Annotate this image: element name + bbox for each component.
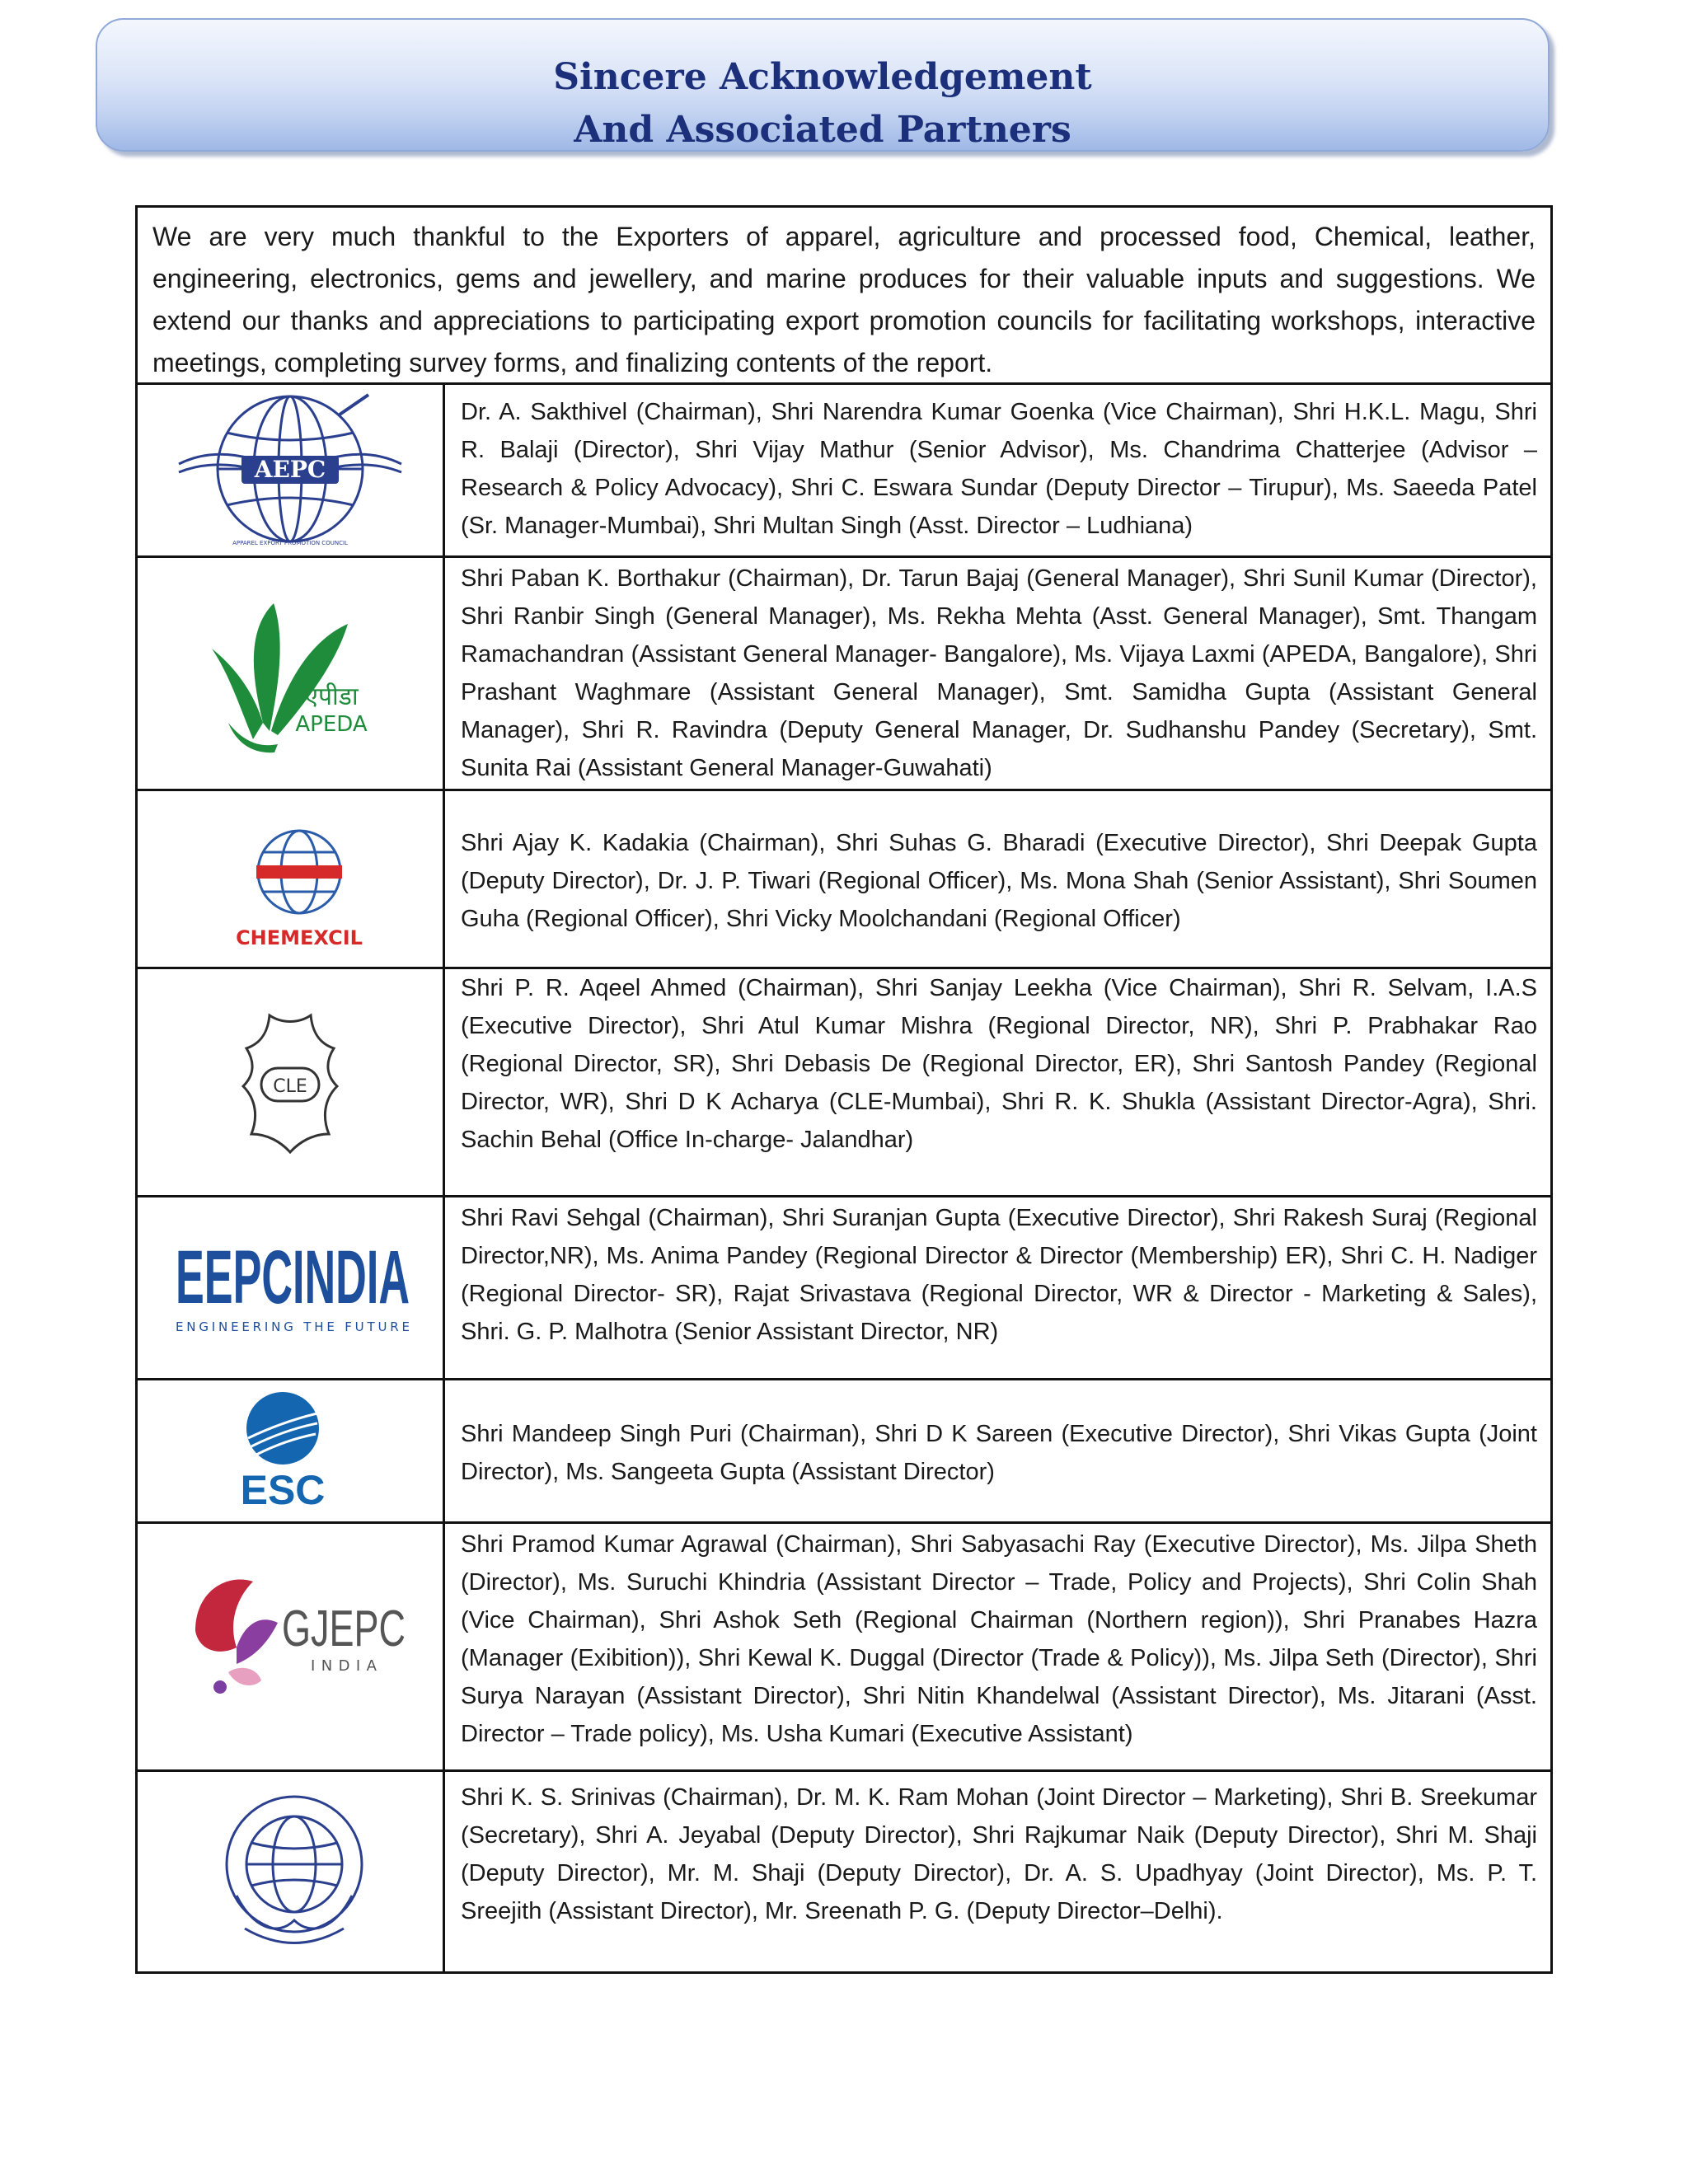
apeda-logo-hindi: एपीडा <box>304 682 359 711</box>
aepc-logo-icon <box>162 390 418 551</box>
partner-row-gjepc <box>138 1521 1550 1769</box>
partner-logo-cell <box>138 1197 445 1378</box>
gjepc-logo-subtext: INDIA <box>311 1657 377 1675</box>
partner-row-eepc <box>138 1195 1550 1378</box>
partner-logo-cell <box>138 558 445 789</box>
apeda-logo-text: APEDA <box>295 712 368 737</box>
partner-names: Shri Mandeep Singh Puri (Chairman), Shri D K Sareen (Executive Director), Shri Vikas Gupta (Joint Director), Ms. Sangeeta Gupta (Assistant Director) <box>461 1421 1537 1485</box>
partner-row-apeda <box>138 555 1550 789</box>
title-line-1: Sincere Acknowledgement <box>553 56 1092 98</box>
partner-row-esc <box>138 1378 1550 1521</box>
title-banner <box>96 18 1550 152</box>
partner-logo-cell <box>138 1380 445 1521</box>
eepc-india-logo-icon <box>171 1230 418 1346</box>
partner-names: Shri K. S. Srinivas (Chairman), Dr. M. K. Ram Mohan (Joint Director – Marketing), Shri B. Sreekumar (Secretary), Shri A. Jeyabal (Deputy Director), Shri Rajkumar Naik (Deputy Director), Shri M. Shaji (Deputy Director), Mr. M. Shaji (Deputy Director), Dr. A. S. Upadhyay (Joint Director), Ms. P. T. Sreejith (Assistant Director), Mr. Sreenath P. G. (Deputy Director–Delhi). <box>461 1784 1537 1924</box>
partner-logo-cell <box>138 385 445 555</box>
partner-names: Shri Ajay K. Kadakia (Chairman), Shri Suhas G. Bharadi (Executive Director), Shri Deepak Gupta (Deputy Director), Dr. J. P. Tiwari (Regional Officer), Ms. Mona Shah (Senior Assistant), Shri Soumen Guha (Regional Officer), Shri Vicky Moolchandani (Regional Officer) <box>461 830 1537 932</box>
partner-names: Shri Pramod Kumar Agrawal (Chairman), Shri Sabyasachi Ray (Executive Director), Ms. Jilpa Sheth (Director), Ms. Suruchi Khindria (Assistant Director – Trade, Policy and Projects), Shri Colin Shah (Vice Chairman), Shri Ashok Seth (Regional Chairman (Northern region)), Shri Pranabes Hazra (Manager (Exibition)), Shri Kewal K. Duggal (Director (Trade & Policy)), Ms. Jilpa Seth (Director), Shri Surya Narayan (Assistant Director), Shri Nitin Khandelwal (Assistant Director), Ms. Jitarani (Asst. Director – Trade policy), Ms. Usha Kumari (Executive Assistant) <box>461 1531 1537 1747</box>
apeda-logo-icon <box>195 599 385 756</box>
partner-names: Shri P. R. Aqeel Ahmed (Chairman), Shri Sanjay Leekha (Vice Chairman), Shri R. Selvam, I.A.S (Executive Director), Shri Atul Kumar Mishra (Regional Director, NR), Shri P. Prabhakar Rao (Regional Director, SR), Shri Debasis De (Regional Director, ER), Shri Santosh Pandey (Regional Director, WR), Shri D K Acharya (CLE-Mumbai), Shri R. K. Shukla (Assistant Director-Agra), Shri. Sachin Behal (Office In-charge- Jalandhar) <box>461 975 1537 1153</box>
esc-logo-text: ESC <box>240 1467 326 1513</box>
partner-names: Shri Ravi Sehgal (Chairman), Shri Suranjan Gupta (Executive Director), Shri Rakesh Suraj (Regional Director,NR), Ms. Anima Pandey (Regional Director & Director (Membership) ER), Shri C. H. Nadiger (Regional Director- SR), Rajat Srivastava (Regional Director, WR & Director - Marketing & Sales), Shri. G. P. Malhotra (Senior Assistant Director, NR) <box>461 1205 1537 1345</box>
chemexcil-logo-icon <box>209 821 390 953</box>
aepc-logo-subtext: APPAREL EXPORT PROMOTION COUNCIL <box>232 540 348 546</box>
esc-logo-icon <box>225 1389 340 1511</box>
gjepc-logo-text: GJEPC <box>282 1601 406 1657</box>
partner-logo-cell <box>138 1772 445 1974</box>
partner-row-mpeda <box>138 1769 1550 1974</box>
partner-logo-cell <box>138 1524 445 1769</box>
partner-logo-cell <box>138 791 445 967</box>
intro-paragraph: We are very much thankful to the Exporters of apparel, agriculture and processed food, Chemical, leather, engineering, electronics, gems and jewellery, and marine produces for their valuable inputs and suggestions. We extend our thanks and appreciations to participating export promotion councils for facilitating workshops, interactive meetings, completing survey forms, and finalizing contents of the report. <box>152 222 1536 377</box>
partner-row-aepc <box>138 382 1550 555</box>
gjepc-logo-icon <box>179 1557 418 1713</box>
partner-names: Shri Paban K. Borthakur (Chairman), Dr. Tarun Bajaj (General Manager), Shri Sunil Kumar (Director), Shri Ranbir Singh (General Manager), Ms. Rekha Mehta (Asst. General Manager), Smt. Thangam Ramachandran (Assistant General Manager- Bangalore), Ms. Vijaya Laxmi (APEDA, Bangalore), Shri Prashant Waghmare (Assistant General Manager), Smt. Samidha Gupta (Assistant General Manager), Shri R. Ravindra (Deputy General Manager, Dr. Sudhanshu Pandey (Secretary), Smt. Sunita Rai (Assistant General Manager-Guwahati) <box>461 565 1537 781</box>
partner-names: Dr. A. Sakthivel (Chairman), Shri Narendra Kumar Goenka (Vice Chairman), Shri H.K.L. Magu, Shri R. Balaji (Director), Shri Vijay Mathur (Senior Advisor), Ms. Chandrima Chatterjee (Advisor – Research & Policy Advocacy), Shri C. Eswara Sundar (Deputy Director – Tirupur), Ms. Saeeda Patel (Sr. Manager-Mumbai), Shri Multan Singh (Asst. Director – Ludhiana) <box>461 399 1537 539</box>
page-title <box>97 51 1548 157</box>
aepc-logo-text: AEPC <box>254 456 326 483</box>
mpeda-logo-icon <box>220 1788 368 1957</box>
eepc-logo-subtext: ENGINEERING THE FUTURE <box>176 1319 410 1334</box>
partner-row-cle <box>138 967 1550 1195</box>
chemexcil-logo-text: CHEMEXCIL <box>236 926 363 949</box>
cle-logo-text: CLE <box>273 1076 307 1097</box>
cle-logo-icon <box>237 1010 344 1155</box>
partner-logo-cell <box>138 969 445 1195</box>
partner-row-chemexcil <box>138 789 1550 967</box>
eepc-logo-text: EEPCINDIA <box>176 1235 410 1319</box>
title-line-2: And Associated Partners <box>574 109 1071 151</box>
acknowledgement-table <box>135 205 1553 1974</box>
